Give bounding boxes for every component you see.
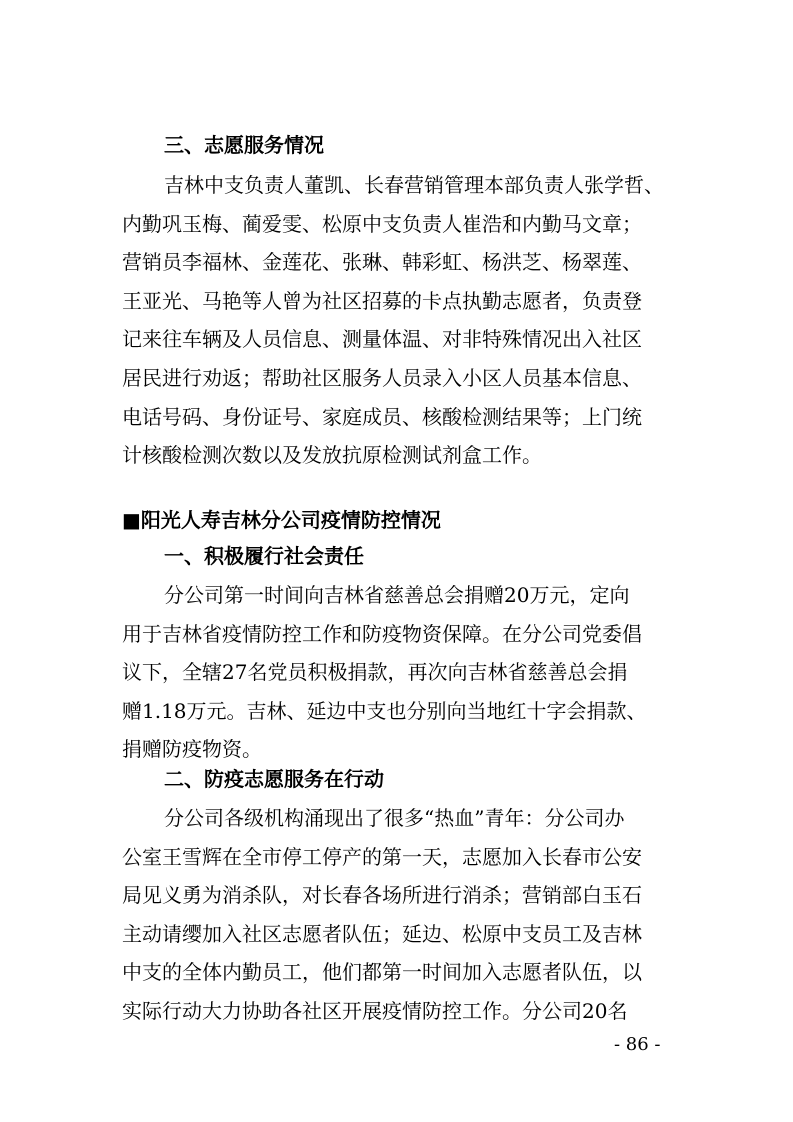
text-line: 分公司各级机构涌现出了很多“热血”青年：分公司办 <box>164 806 625 830</box>
text-line: 实际行动大力协助各社区开展疫情防控工作。分公司20名 <box>122 998 628 1023</box>
text-line: 公室王雪辉在全市停工停产的第一天，志愿加入长春市公安 <box>122 844 642 869</box>
text-line: 议下，全辖27名党员积极捐款，再次向吉林省慈善总会捐 <box>122 660 628 685</box>
heading-social-responsibility: 一、积极履行社会责任 <box>164 544 364 568</box>
text-line: 吉林中支负责人董凯、长春营销管理本部负责人张学哲、 <box>164 173 664 197</box>
page-number: - 86 - <box>614 1034 661 1055</box>
section3-heading: 三、志愿服务情况 <box>164 133 324 157</box>
text-line: 电话号码、身份证号、家庭成员、核酸检测结果等；上门统 <box>122 404 642 429</box>
company-section-title: ■阳光人寿吉林分公司疫情防控情况 <box>122 508 441 532</box>
text-line: 记来往车辆及人员信息、测量体温、对非特殊情况出入社区 <box>122 327 642 352</box>
text-line: 营销员李福林、金莲花、张琳、韩彩虹、杨洪芝、杨翠莲、 <box>122 250 642 275</box>
volunteer-paragraph <box>122 166 677 475</box>
heading-volunteer-service: 二、防疫志愿服务在行动 <box>164 767 384 791</box>
text-line: 局见义勇为消杀队，对长春各场所进行消杀；营销部白玉石 <box>122 883 642 908</box>
text-line: 王亚光、马艳等人曾为社区招募的卡点执勤志愿者，负责登 <box>122 288 642 313</box>
text-line: 居民进行劝返；帮助社区服务人员录入小区人员基本信息、 <box>122 365 642 390</box>
text-line: 内勤巩玉梅、蔺爱雯、松原中支负责人崔浩和内勤马文章； <box>122 211 642 236</box>
text-line: 捐赠防疫物资。 <box>122 737 262 762</box>
text-line: 分公司第一时间向吉林省慈善总会捐赠20万元，定向 <box>164 583 630 607</box>
text-line: 中支的全体内勤员工，他们都第一时间加入志愿者队伍，以 <box>122 960 642 985</box>
text-line: 赠1.18万元。吉林、延边中支也分别向当地红十字会捐款、 <box>122 698 647 723</box>
text-line: 主动请缨加入社区志愿者队伍；延边、松原中支员工及吉林 <box>122 921 642 946</box>
volunteer-action-paragraph <box>122 799 677 1031</box>
text-line: 计核酸检测次数以及发放抗原检测试剂盒工作。 <box>122 443 542 468</box>
donation-paragraph <box>122 576 677 769</box>
text-line: 用于吉林省疫情防控工作和防疫物资保障。在分公司党委倡 <box>122 621 642 646</box>
